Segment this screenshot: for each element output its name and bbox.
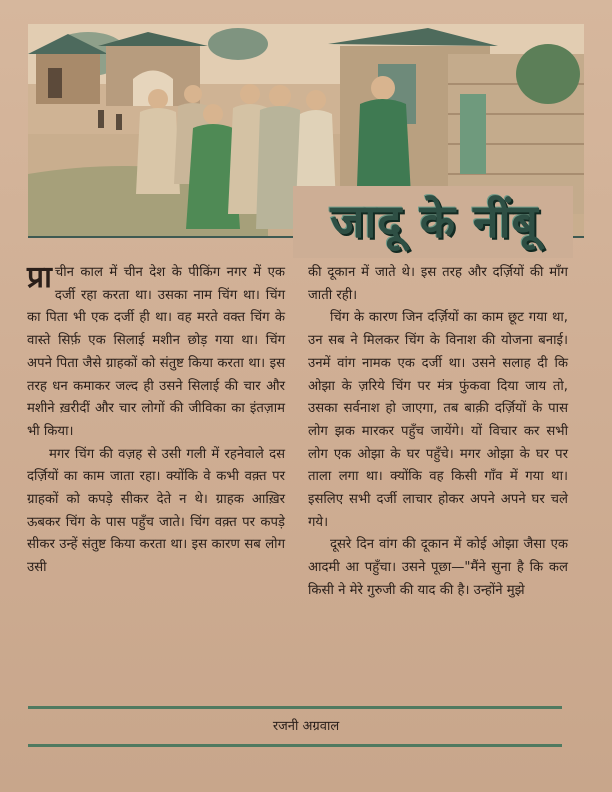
right-paragraph-3: दूसरे दिन वांग की दूकान में कोई ओझा जैसा एक आदमी आ पहुँचा। उसने पूछा—"मैंने सुना है कि कल किसी ने मेरे गुरुजी की याद की है। उन्होंने मुझे: [308, 537, 568, 598]
drop-cap: प्रा: [27, 260, 52, 295]
left-column: [27, 262, 285, 580]
footer-rule-top: [28, 706, 562, 709]
left-paragraph-2: मगर चिंग की वज़ह से उसी गली में रहनेवाले दस दर्ज़ियों का काम जाता रहा। क्योंकि वे कभी वक़्त पर ग्राहकों को कपड़े सीकर देते न थे। ग्राहक आख़िर ऊबकर चिंग के पास पहुँच जाते। चिंग वक़्त पर कपड़े सीकर उन्हें संतुष्ट किया करता था। इस कारण सब लोग उसी: [27, 446, 285, 576]
right-column: [308, 262, 568, 603]
author-name: रजनी अग्रवाल: [272, 719, 340, 734]
left-paragraph-1: [27, 262, 285, 444]
right-paragraph-2: चिंग के कारण जिन दर्ज़ियों का काम छूट गया था, उन सब ने मिलकर चिंग के विनाश की योजना बनाई। उनमें वांग नामक एक दर्जी था। उसने सलाह दी कि ओझा के ज़रिये चिंग पर मंत्र फुंकवा दिया जाय तो, उसका सर्वनाश हो जाएगा, तब बाक़ी दर्ज़ियों के पास लोग झक मारकर पहुँच जायेंगे। यों विचार कर सभी लोग एक ओझा के घर पहुँचे। मगर ओझा के घर पर ताला लगा था। क्योंकि वह किसी गाँव में गया था। इसलिए सभी दर्जी लाचार होकर अपने अपने घर चले गये।: [308, 310, 568, 530]
right-paragraph-1: की दूकान में जाते थे। इस तरह और दर्ज़ियों की माँग जाती रही।: [308, 265, 568, 303]
footer-rule-bottom: [28, 744, 562, 747]
story-title: जादू के नींबू: [330, 194, 539, 248]
left-paragraph-1-text: चीन काल में चीन देश के पीकिंग नगर में एक दर्जी रहा करता था। उसका नाम चिंग था। चिंग का पिता भी एक दर्जी ही था। वह मरते वक्त चिंग के वास्ते सिर्फ़ एक सिलाई मशीन छोड़ गया था। चिंग अपने पिता जैसे ग्राहकों को संतुष्ट किया करता था। इस तरह धन कमाकर जल्द ही उसने सिलाई की चार और मशीने ख़रीदीं और चार लोगों की जीविका का इंतज़ाम भी किया।: [27, 265, 285, 439]
